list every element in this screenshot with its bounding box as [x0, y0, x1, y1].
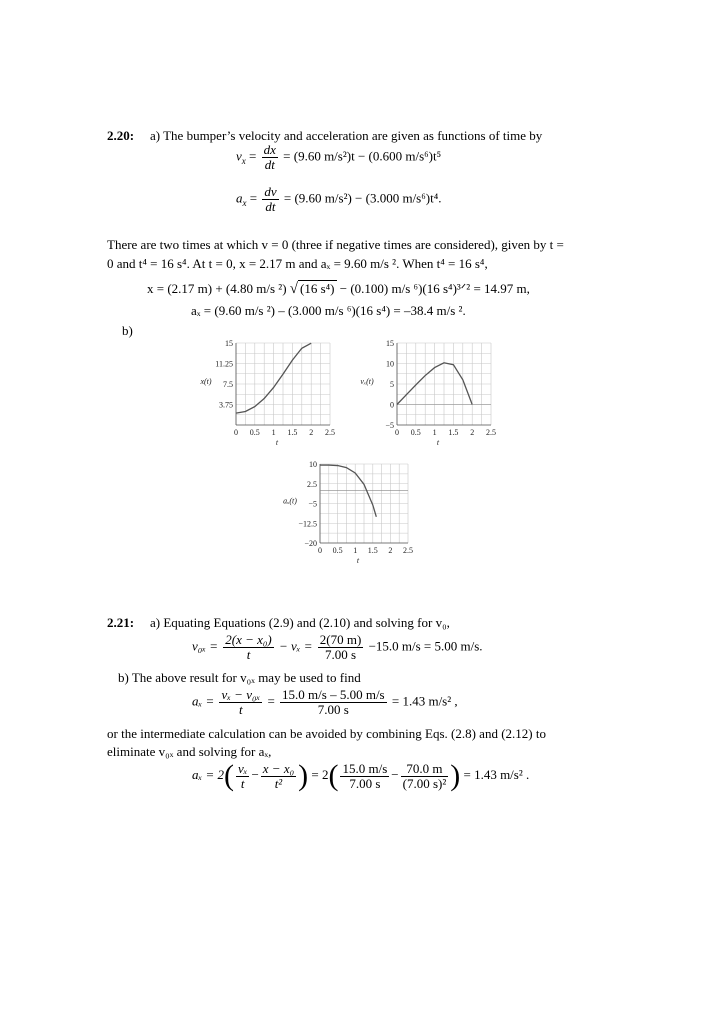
eq-ax-fraction: $\frac{dv}{dt}$: [264, 184, 277, 214]
x-tick-label: 0.5: [249, 428, 260, 437]
problem-2-21-part-a-intro: a) Equating Equations (2.9) and (2.10) and solving for v₀,: [150, 615, 450, 630]
eq3-minus: −: [251, 767, 259, 782]
problem-2-21-number: 2.21:: [107, 615, 135, 630]
x-tick-label: 0.5: [332, 546, 343, 555]
x-tick-label: 2.5: [403, 546, 413, 555]
problem-2-21-part-b-intro: b) The above result for v₀ₓ may be used to find: [118, 670, 361, 685]
eq-ax-rhs: = (9.60 m/s²) − (3.000 m/s⁶)t⁴.: [283, 190, 442, 206]
y-tick-label: −5: [308, 499, 317, 509]
x-tick-label: 2: [309, 428, 314, 437]
problem-2-21-para-line2: eliminate v₀ₓ and solving for aₓ,: [107, 744, 272, 759]
eq2-lhs: aₓ =: [192, 693, 215, 709]
eq-vx-fraction: $\frac{dx}{dt}$: [263, 142, 276, 172]
y-tick-label: −5: [385, 421, 394, 430]
y-axis-label: x(t): [200, 377, 212, 386]
x-tick-label: 1: [271, 428, 276, 437]
problem-2-21-para-line1: or the intermediate calculation can be avoided by combining Eqs. (2.8) and (2.12) to: [107, 726, 546, 741]
y-tick-label: 10: [309, 460, 317, 469]
x-tick-label: 0: [318, 546, 322, 555]
problem-2-20-para-line1: There are two times at which v = 0 (three if negative times are considered), given by t =: [107, 237, 564, 252]
y-tick-label: 10: [386, 359, 394, 369]
eq-vx-lhs: v: [236, 148, 242, 164]
eq1-fraction-1: $\frac{\text{2(x − x₀)}}{t}$: [225, 632, 272, 662]
x-tick-label: 0: [234, 428, 238, 437]
x-tick-label: 1: [353, 546, 358, 555]
x-tick-label: 2.5: [486, 428, 496, 437]
problem-2-20-part-a-intro: a) The bumper’s velocity and acceleration are given as functions of time by: [150, 128, 543, 143]
equation-vx: $v_x$ = $\frac{dx}{dt}$ = (9.60 m/s²)t − (0.600 m/s⁶)t⁵: [236, 142, 442, 172]
eq-ax-lhs: a: [236, 190, 243, 206]
eq1-lhs: v₀ₓ =: [192, 638, 219, 654]
x-tick-label: 1: [432, 428, 437, 437]
y-axis-label: vₓ(t): [360, 377, 374, 386]
equation-a-at-t: aₓ = (9.60 m/s ²) – (3.000 m/s ⁶)(16 s⁴) = –38.4 m/s ².: [191, 303, 466, 318]
eq-x-part1: x = (2.17 m) + (4.80 m/s ²): [147, 281, 287, 296]
y-axis-label: aₓ(t): [283, 496, 297, 506]
eq3-mid: = 2: [311, 767, 329, 782]
eq3-lhs: aₓ = 2: [192, 767, 224, 782]
y-tick-label: 3.75: [219, 400, 233, 410]
equation-ax: $a_x$ = $\frac{dv}{dt}$ = (9.60 m/s²) − (3.000 m/s⁶)t⁴.: [236, 184, 442, 214]
equation-x-at-t: x = (2.17 m) + (4.80 m/s ²) √ (16 s⁴) − (0.100) m/s ⁶)(16 s⁴)³ᐟ² = 14.97 m,: [147, 281, 530, 297]
eq1-fraction-2: $\frac{2(70 m)}{7.00 s}$: [319, 632, 362, 662]
series-line: [320, 465, 376, 517]
eq-vx-rhs: = (9.60 m/s²)t − (0.600 m/s⁶)t⁵: [283, 148, 442, 164]
chart-ax-of-t: [280, 458, 450, 568]
eq3-fraction-4: $\frac{70.0 m}{\text{(7.00 s)²}}$: [402, 760, 447, 791]
eq3-fraction-2: $\frac{\text{x − x₀}}{\text{t²}}$: [262, 760, 295, 791]
y-tick-label: 15: [225, 339, 233, 348]
chart-grid: [320, 464, 408, 543]
eq-x-sqrt: (16 s⁴): [300, 281, 335, 296]
eq3-rhs: = 1.43 m/s² .: [463, 767, 530, 782]
eq-x-part2: − (0.100) m/s ⁶)(16 s⁴)³ᐟ² = 14.97 m,: [336, 281, 530, 296]
eq1-rhs: −15.0 m/s = 5.00 m/s.: [368, 638, 483, 654]
y-tick-label: 11.25: [215, 359, 233, 369]
x-tick-label: 2.5: [325, 428, 335, 437]
eq2-mid: =: [267, 693, 275, 709]
x-tick-label: 1.5: [448, 428, 459, 437]
y-tick-label: 2.5: [307, 479, 317, 489]
x-tick-label: 0.5: [410, 428, 421, 437]
y-tick-label: 15: [386, 339, 394, 348]
x-tick-label: 2: [470, 428, 475, 437]
eq-vx-sub: x: [241, 156, 246, 167]
eq-ax-sub: x: [242, 198, 247, 209]
y-tick-label: 5: [390, 380, 394, 389]
chart-vx-of-t: [360, 337, 525, 447]
eq3-fraction-3: $\frac{15.0 m/s}{7.00 s}$: [342, 760, 388, 791]
x-axis-label: t: [356, 556, 360, 565]
eq2-rhs: = 1.43 m/s² ,: [391, 693, 458, 709]
problem-2-20-part-b: b): [122, 323, 133, 338]
equation-ax-combined: aₓ = 2( $\frac{\text{vₓ}}{t}$ − $\frac{\text{x − x₀}}{\text{t²}}$ ) = 2( $\frac{15.0 m/s}{7.00 s}$ − $\frac{70.0 m}{\text{(7.00 s)²}}$ ) = 1.43 m/s² .: [192, 759, 530, 793]
x-axis-label: t: [436, 438, 440, 447]
x-axis-label: t: [275, 438, 279, 447]
chart-grid: [397, 343, 491, 425]
equation-v0x: [192, 633, 483, 662]
problem-2-20-para-line2: 0 and t⁴ = 16 s⁴. At t = 0, x = 2.17 m and aₓ = 9.60 m/s ². When t⁴ = 16 s⁴,: [107, 256, 488, 271]
x-tick-label: 1.5: [287, 428, 298, 437]
problem-2-20-number: 2.20:: [107, 128, 135, 143]
y-tick-label: −12.5: [298, 519, 317, 529]
eq2-fraction-2: $\frac{15.0 m/s - 5.00 m/s}{7.00 s}$: [282, 687, 385, 717]
chart-x-of-t: [200, 337, 360, 447]
chart-grid: [236, 343, 330, 425]
eq2-fraction-1: $\frac{\text{vₓ − v₀ₓ}}{t}$: [221, 687, 261, 717]
y-tick-label: 7.5: [223, 380, 233, 389]
y-tick-label: 0: [390, 400, 394, 410]
x-tick-label: 2: [388, 546, 393, 555]
x-tick-label: 0: [395, 428, 399, 437]
eq3-fraction-1: $\frac{\text{vₓ}}{t}$: [237, 760, 248, 791]
eq1-mid: − vₓ =: [279, 638, 313, 654]
y-tick-label: −20: [304, 539, 317, 548]
x-tick-label: 1.5: [367, 546, 378, 555]
equation-ax-b: [192, 688, 458, 717]
